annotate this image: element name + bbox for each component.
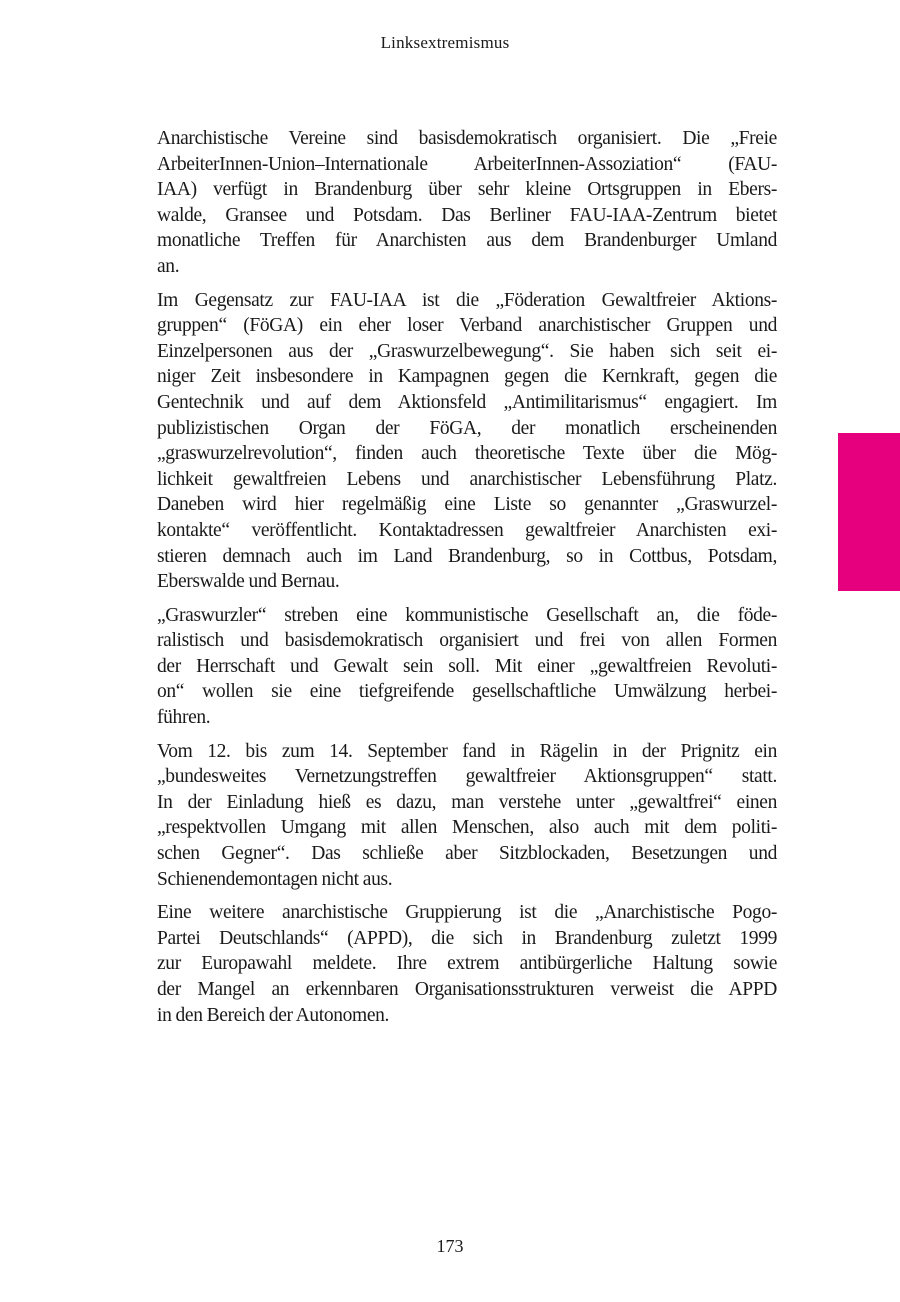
text-line: Eine weitere anarchistische Gruppierung ist die „Anarchistische Pogo- xyxy=(157,902,777,924)
paragraph xyxy=(157,126,777,280)
text-line: Vom 12. bis zum 14. September fand in Rägelin in der Prignitz ein xyxy=(157,740,777,762)
page-number: 173 xyxy=(436,1236,464,1256)
text-line: walde, Gransee und Potsdam. Das Berliner FAU-IAA-Zentrum bietet xyxy=(157,204,777,226)
text-line: Anarchistische Vereine sind basisdemokratisch organisiert. Die „Freie xyxy=(157,128,777,149)
text-line: on“ wollen sie eine tiefgreifende gesellschaftliche Umwälzung herbei- xyxy=(157,681,777,703)
text-line: Partei Deutschlands“ (APPD), die sich in Brandenburg zuletzt 1999 xyxy=(157,927,777,949)
text-line: Daneben wird hier regelmäßig eine Liste so genannter „Graswurzel- xyxy=(157,494,777,516)
text-line: Einzelpersonen aus der „Graswurzelbewegung“. Sie haben sich seit ei- xyxy=(157,340,777,362)
text-line: „bundesweites Vernetzungstreffen gewaltfreier Aktionsgruppen“ statt. xyxy=(157,766,777,788)
text-line: ArbeiterInnen-Union–Internationale ArbeiterInnen-Assoziation“ (FAU- xyxy=(157,153,777,175)
paragraph xyxy=(157,739,777,893)
text-line: „Graswurzler“ streben eine kommunistische Gesellschaft an, die föde- xyxy=(157,604,777,626)
text-line: ralistisch und basisdemokratisch organisiert und frei von allen Formen xyxy=(157,630,777,652)
text-line: „graswurzelrevolution“, finden auch theoretische Texte über die Mög- xyxy=(157,443,777,465)
text-line: „respektvollen Umgang mit allen Menschen, also auch mit dem politi- xyxy=(157,817,777,839)
text-line: niger Zeit insbesondere in Kampagnen gegen die Kernkraft, gegen die xyxy=(157,366,777,388)
text-line: der Herrschaft und Gewalt sein soll. Mit einer „gewaltfreien Revoluti- xyxy=(157,655,777,677)
text-line: Im Gegensatz zur FAU-IAA ist die „Föderation Gewaltfreier Aktions- xyxy=(157,289,777,311)
text-line: führen. xyxy=(157,707,211,729)
text-line: IAA) verfügt in Brandenburg über sehr kleine Ortsgruppen in Ebers- xyxy=(157,179,777,201)
paragraph xyxy=(157,288,777,595)
text-line: lichkeit gewaltfreien Lebens und anarchistischer Lebensführung Platz. xyxy=(157,468,777,490)
text-line: gruppen“ (FöGA) ein eher loser Verband anarchistischer Gruppen und xyxy=(157,315,777,337)
text-line: kontakte“ veröffentlicht. Kontaktadressen gewaltfreier Anarchisten exi- xyxy=(157,519,777,541)
text-line: Gentechnik und auf dem Aktionsfeld „Antimilitarismus“ engagiert. Im xyxy=(157,391,777,413)
body-text xyxy=(157,126,777,1036)
paragraph xyxy=(157,900,777,1028)
text-line: monatliche Treffen für Anarchisten aus dem Brandenburger Umland xyxy=(157,230,777,252)
text-line: schen Gegner“. Das schließe aber Sitzblockaden, Besetzungen und xyxy=(157,843,777,865)
text-line: der Mangel an erkennbaren Organisationsstrukturen verweist die APPD xyxy=(157,979,777,1000)
text-line: In der Einladung hieß es dazu, man verstehe unter „gewaltfrei“ einen xyxy=(157,791,777,813)
text-line: zur Europawahl meldete. Ihre extrem antibürgerliche Haltung sowie xyxy=(157,953,777,975)
text-line: publizistischen Organ der FöGA, der monatlich erscheinenden xyxy=(157,417,777,439)
text-line: in den Bereich der Autonomen. xyxy=(157,1004,390,1026)
paragraph xyxy=(157,603,777,731)
text-line: Schienendemontagen nicht aus. xyxy=(157,868,393,890)
text-line: an. xyxy=(157,255,180,277)
running-header: Linksextremismus xyxy=(380,33,510,52)
text-line: stieren demnach auch im Land Brandenburg, so in Cottbus, Potsdam, xyxy=(157,545,777,567)
section-marker-tab xyxy=(838,433,900,591)
text-line: Eberswalde und Bernau. xyxy=(157,571,340,593)
